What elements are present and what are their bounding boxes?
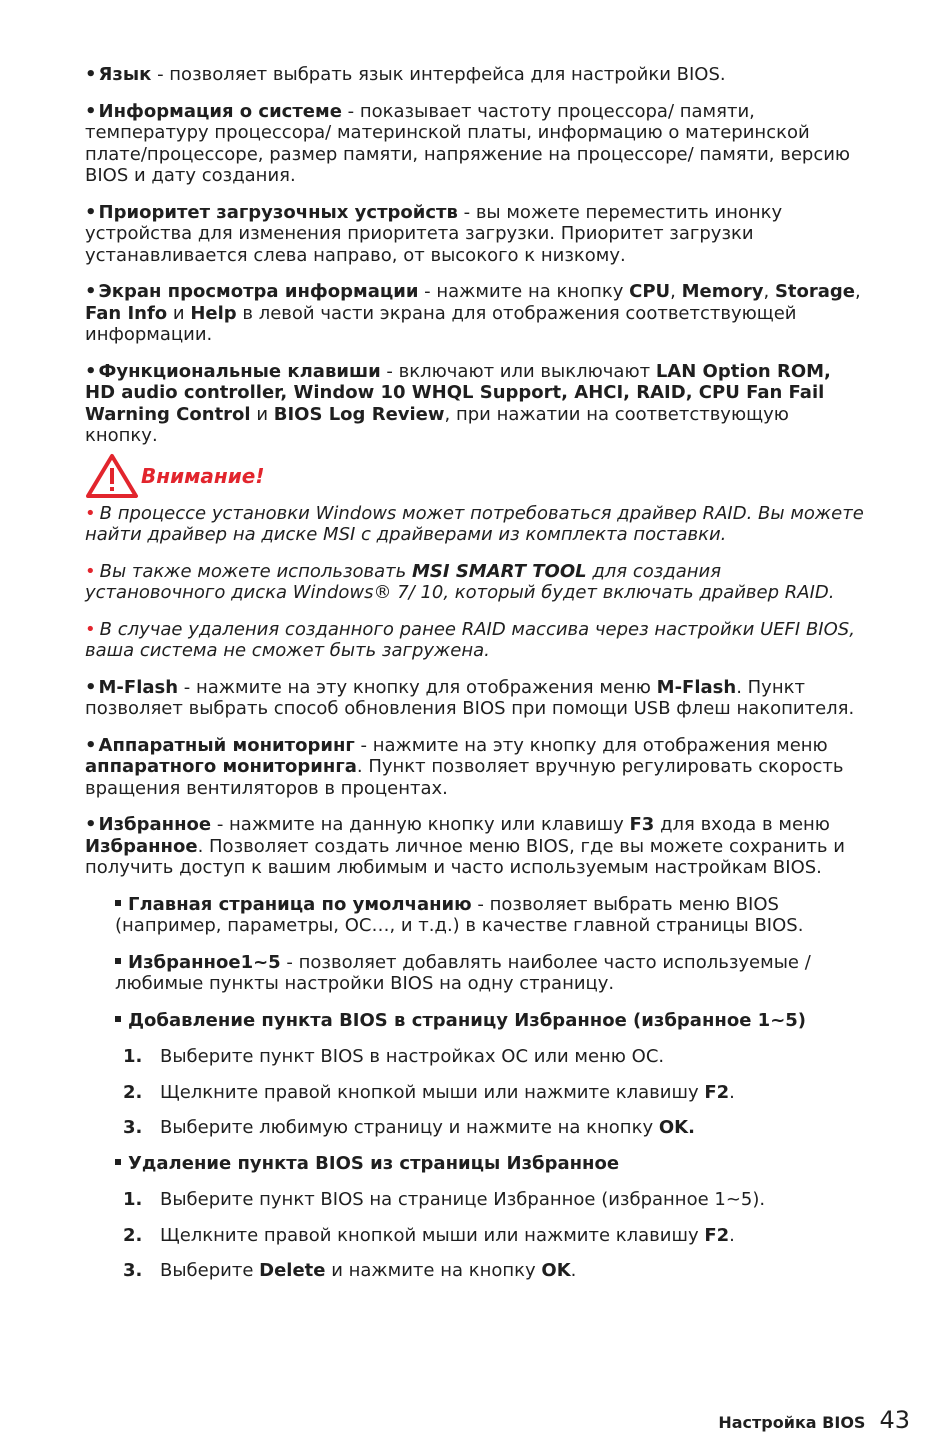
add-step-3: 3. Выберите любимую страницу и нажмите на кнопку OK.: [123, 1117, 695, 1138]
term-favorites: Избранное: [98, 814, 212, 835]
term-system-info: Информация о системе: [98, 100, 342, 122]
footer-section-title: Настройка BIOS: [718, 1413, 866, 1432]
warning-item-3: • В случае удаления созданного ранее RAID массива через настройки UEFI BIOS, ваша система не сможет быть загружена.: [85, 618, 855, 661]
page-content: [85, 64, 865, 1282]
paragraph-language: • Язык - позволяет выбрать язык интерфейса для настройки BIOS.: [85, 64, 726, 85]
paragraph-hw-monitor: • Аппаратный мониторинг - нажмите на эту кнопку для отображения меню аппаратного мониторинга. Пункт позволяет вручную регулировать скорость вращения вентиляторов в процентах.: [85, 734, 844, 799]
sub-add-item-heading: Добавление пункта BIOS в страницу Избранное (избранное 1~5): [115, 1010, 865, 1032]
warning-item-2: • Вы также можете использовать MSI SMART TOOL для создания установочного диска Windows® 7/ 10, который будет включать драйвер RAID.: [85, 560, 835, 603]
sub-delete-item-heading: Удаление пункта BIOS из страницы Избранное: [115, 1153, 865, 1175]
paragraph-function-keys: • Функциональные клавиши - включают или выключают LAN Option ROM, HD audio controller, Window 10 WHQL Support, AHCI, RAID, CPU Fan Fail Warning Control и BIOS Log Review, при нажатии на соответствующую кнопку.: [85, 360, 831, 446]
term-hw-monitor: Аппаратный мониторинг: [98, 734, 355, 756]
delete-step-1: 1. Выберите пункт BIOS на странице Избранное (избранное 1~5).: [123, 1189, 766, 1210]
term-function-keys: Функциональные клавиши: [98, 360, 381, 382]
page-footer: [718, 1406, 910, 1434]
paragraph-info-screen: • Экран просмотра информации - нажмите на кнопку CPU, Memory, Storage, Fan Info и Help в левой части экрана для отображения соответствующей информации.: [85, 281, 861, 345]
term-language: Язык: [98, 64, 152, 85]
term-boot-priority: Приоритет загрузочных устройств: [98, 201, 458, 223]
page-number: 43: [879, 1406, 910, 1434]
delete-step-2: 2. Щелкните правой кнопкой мыши или нажмите клавишу F2.: [123, 1224, 735, 1246]
paragraph-m-flash: • M-Flash - нажмите на эту кнопку для отображения меню M-Flash. Пункт позволяет выбрать способ обновления BIOS при помощи USB флеш накопителя.: [85, 676, 855, 719]
sub-default-home: Главная страница по умолчанию - позволяет выбрать меню BIOS (например, параметры, OC…, и т.д.) в качестве главной страницы BIOS.: [115, 893, 804, 936]
warning-item-1: • В процессе установки Windows может потребоваться драйвер RAID. Вы можете найти драйвер на диске MSI с драйверами из комплекта поставки.: [85, 502, 864, 545]
sub-favorites-1-5: Избранное1~5 - позволяет добавлять наиболее часто используемые / любимые пункты настройки BIOS на одну страницу.: [115, 951, 811, 994]
paragraph-favorites: • Избранное - нажмите на данную кнопку или клавишу F3 для входа в меню Избранное. Позволяет создать личное меню BIOS, где вы можете сохранить и получить доступ к вашим любимым и часто используемым настройкам BIOS.: [85, 814, 845, 878]
add-step-2: 2. Щелкните правой кнопкой мыши или нажмите клавишу F2.: [123, 1081, 735, 1103]
paragraph-system-info: • Информация о системе - показывает частоту процессора/ памяти, температуру процессора/ материнской платы, информацию о материнской плате/процессоре, размер памяти, напряжение на процессоре/ памяти, версию BIOS и дату создания.: [85, 100, 851, 186]
warning-triangle-icon: [85, 453, 139, 499]
warning-title: Внимание!: [141, 463, 265, 488]
delete-step-3: 3. Выберите Delete и нажмите на кнопку OK.: [123, 1260, 577, 1281]
add-step-1: 1. Выберите пункт BIOS в настройках OC или меню OC.: [123, 1046, 665, 1067]
warning-header: [85, 453, 865, 499]
paragraph-boot-priority: • Приоритет загрузочных устройств - вы можете переместить инонку устройства для изменения приоритета загрузки. Приоритет загрузки устанавливается слева направо, от высокого к низкому.: [85, 201, 783, 266]
term-m-flash: M-Flash: [98, 676, 179, 698]
term-info-screen: Экран просмотра информации: [98, 281, 419, 302]
